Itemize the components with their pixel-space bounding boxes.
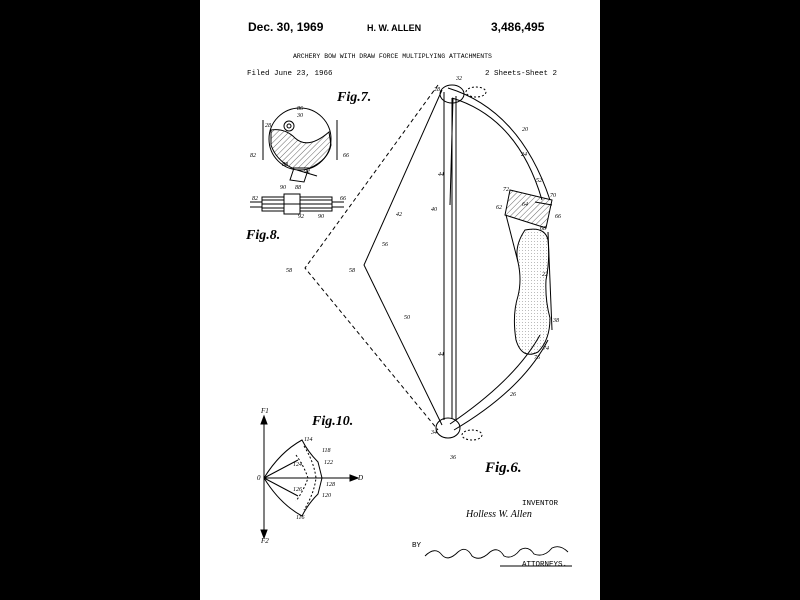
fig10-label: Fig.10.: [312, 414, 354, 429]
graph-label-f1: F1: [261, 407, 269, 415]
ref-numeral: 74: [543, 346, 549, 352]
filing-date: Filed June 23, 1966: [247, 70, 333, 78]
ref-numeral: 82: [252, 196, 258, 202]
ref-numeral: 64: [522, 202, 528, 208]
ref-numeral: 128: [326, 482, 335, 488]
ref-numeral: 66: [555, 214, 561, 220]
ref-numeral: 68: [540, 226, 546, 232]
ref-numeral: 44: [438, 352, 444, 358]
attorneys-caption: ATTORNEYS.: [522, 561, 568, 569]
ref-numeral: 24: [521, 152, 527, 158]
graph-label-origin: 0: [257, 474, 261, 482]
ref-numeral: 92: [298, 214, 304, 220]
handle-grip: [514, 229, 550, 354]
ref-numeral: 58: [349, 268, 355, 274]
ref-numeral: 90: [318, 214, 324, 220]
ref-numeral: 28: [434, 87, 440, 93]
sheet-count: 2 Sheets-Sheet 2: [485, 70, 558, 78]
ref-numeral: 44: [438, 172, 444, 178]
ref-numeral: 72: [503, 187, 509, 193]
patent-sheet: [200, 0, 600, 600]
patent-title: ARCHERY BOW WITH DRAW FORCE MULTIPLYING ATTACHMENTS: [293, 53, 492, 60]
patent-date: Dec. 30, 1969: [248, 20, 324, 34]
ref-numeral: 22: [542, 272, 548, 278]
fig7-drawing: [263, 108, 337, 182]
ref-numeral: 58: [286, 268, 292, 274]
ref-numeral: 66: [343, 153, 349, 159]
upper-limb: [448, 88, 550, 200]
graph-label-d: D: [358, 474, 364, 482]
ref-numeral: 34: [431, 430, 437, 436]
ref-numeral: 86: [297, 106, 303, 112]
fig8-drawing: [250, 194, 344, 214]
ref-numeral: 28: [265, 123, 271, 129]
ref-numeral: 56: [382, 242, 388, 248]
ref-numeral: 40: [431, 207, 437, 213]
ref-numeral: 26: [510, 392, 516, 398]
ref-numeral: 70: [550, 193, 556, 199]
ref-numeral: 30: [297, 113, 303, 119]
ref-numeral: 36: [450, 455, 456, 461]
fig7-label: Fig.7.: [337, 90, 372, 105]
fig6-drawing: [305, 85, 552, 440]
fig7-pin: [284, 121, 294, 131]
ref-numeral: 88: [295, 185, 301, 191]
graph-lower-curve: [264, 478, 322, 516]
ref-numeral: 50: [404, 315, 410, 321]
ref-numeral: 32: [456, 76, 462, 82]
ref-numeral: 122: [324, 460, 333, 466]
ref-numeral: 92: [304, 169, 310, 175]
ref-numeral: 38: [553, 318, 559, 324]
inventor-caption: INVENTOR: [522, 500, 559, 508]
patent-drawing: [200, 0, 600, 600]
ref-numeral: 124: [293, 462, 302, 468]
patent-number: 3,486,495: [491, 20, 545, 34]
ref-numeral: 88: [282, 162, 288, 168]
fig6-label: Fig.6.: [485, 460, 522, 476]
ref-numeral: 126: [293, 487, 302, 493]
ref-numeral: 118: [322, 448, 331, 454]
ref-numeral: 42: [396, 212, 402, 218]
fig8-label: Fig.8.: [246, 228, 281, 243]
ref-numeral: 76: [534, 355, 540, 361]
drawn-string: [364, 90, 442, 425]
ref-numeral: 20: [522, 127, 528, 133]
inventor-name: Holless W. Allen: [466, 509, 532, 520]
ref-numeral: 114: [304, 437, 313, 443]
ref-numeral: 52: [536, 178, 542, 184]
ref-numeral: 120: [322, 493, 331, 499]
graph-label-f2: F2: [261, 537, 269, 545]
ref-numeral: 82: [250, 153, 256, 159]
ref-numeral: 90: [280, 185, 286, 191]
patent-inventor-header: H. W. ALLEN: [367, 23, 422, 33]
riser-block: [505, 190, 552, 228]
ref-numeral: 116: [296, 515, 305, 521]
fig10-graph: [261, 416, 358, 538]
by-label: BY: [412, 542, 422, 550]
ref-numeral: 62: [496, 205, 502, 211]
ref-numeral: 66: [340, 196, 346, 202]
graph-upper-curve: [264, 440, 322, 478]
